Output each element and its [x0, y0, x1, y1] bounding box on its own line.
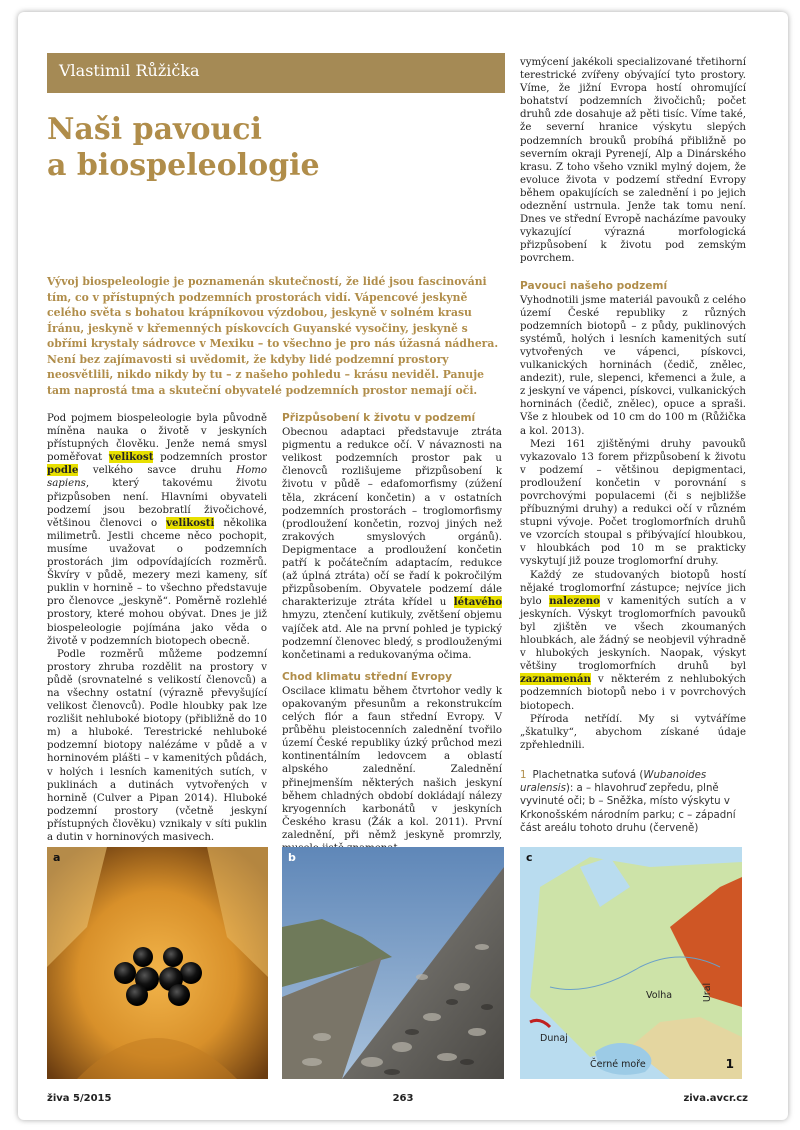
- figure-a-spider-photo: [47, 847, 268, 1079]
- figure-number: 1: [725, 1057, 734, 1071]
- figure-label: b: [288, 851, 296, 864]
- map-label-volha: Volha: [646, 990, 673, 1001]
- column-1: [47, 412, 267, 844]
- col1-paragraph-2: Podle rozměrů můžeme podzemní prostory zhruba rozdělit na prostory v půdě (srovnatelné s velikostí členovců) a na všechny ostatní (výrazně převyšující velikost členovců). Podle hloubky pak lze rozlišit nehluboké biotopy (přibližně do 10 m) a hluboké. Terestrické nehluboké podzemní biotopy nalézáme v půdě a v horninovém plášti – v kamenitých půdách, v holých i lesních kamenitých sutích, v puklinách a dutinách vytvořených v hornině (Culver a Pipan 2014). Hluboké podzemní prostory (včetně jeskyní přístupných člověku) vznikaly v síti puklin a dutin v horninových masivech.: [47, 648, 267, 843]
- lead-paragraph: Vývoj biospeleologie je poznamenán skutečností, že lidé jsou fascinováni tím, co v přístupných podzemních prostorách vidí. Vápencové jeskyně celého světa s bohatou krápníkovou výzdobou, jeskyně v solném krasu Íránu, jeskyně v křemenných pískovcích Guyanské vysočiny, jeskyně s obřími krystaly sádrovce v Mexiku – to všechno je pro nás úžasná nádhera. Není bez zajímavosti si uvědomit, že kdyby lidé podzemní prostory neosvětlili, nikdo nikdy by tu – z našeho pohledu – krásu neviděl. Panuje tam naprostá tma a skuteční obyvatelé podzemních prostor nemají oči.: [47, 275, 499, 397]
- author-bar: [47, 53, 505, 93]
- figure-label: a: [53, 851, 61, 864]
- figure-label: c: [526, 851, 533, 864]
- highlighted-word: podle: [47, 464, 79, 477]
- col3-paragraph-3: [520, 569, 746, 713]
- text: Pod pojmem biospeleologie byla původně míněna nauka o životě v jeskyních přístupných člověku. Jenže nemá smysl poměřovat: [47, 413, 267, 464]
- highlighted-word: zaznamenán: [520, 673, 591, 686]
- footer-website: ziva.avcr.cz: [683, 1093, 748, 1104]
- species-name: Homo sapiens: [47, 465, 267, 490]
- col3-paragraph-2: Mezi 161 zjištěnými druhy pavouků vykazovalo 13 forem přizpůsobení k životu v podzemí – většinou depigmentaci, prodloužení končetin v porovnání s povrchovými populacemi (či s nejbližše příbuznými druhy) a redukci očí v různém stupni vývoje. Počet troglomorfních druhů ve vzorcích stoupal s přibývající hloubkou, v hloubkách pod 10 m se prakticky vyskytují již pouze troglomorfní druhy.: [520, 438, 746, 568]
- species-name: Wubanoides uralensis: [520, 770, 707, 795]
- col1-paragraph-1: [47, 412, 267, 648]
- text: ): a – hlavohruď zepředu, plně vyvinuté oči; b – Sněžka, místo výskytu v Krkonošském národním parku; c – západní část areálu tohoto druhu (červeně): [520, 783, 736, 834]
- map-label-dunaj: Dunaj: [540, 1033, 568, 1044]
- rocky-slope-image: [282, 847, 504, 1079]
- section-heading: Přizpůsobení k životu v podzemí: [282, 412, 476, 424]
- column-3: [520, 56, 746, 752]
- text: , který takovému životu přizpůsoben není. Hlavními obyvateli podzemí jsou bezobratlí živočichové, většinou členovci o: [47, 478, 267, 529]
- col3-paragraph-4: Příroda netřídí. My si vytváříme „škatulky“, abychom získané údaje zpřehlednili.: [520, 713, 746, 751]
- article-title: [47, 112, 507, 184]
- text: Plachetnatka suťová (: [532, 770, 644, 781]
- col2-paragraph-1: [282, 426, 502, 662]
- footer-page-number: 263: [392, 1093, 414, 1104]
- title-line-2: a biospeleologie: [47, 148, 320, 183]
- col3-paragraph-1: Vyhodnotili jsme materiál pavouků z celého území České republiky z různých podzemních biotopů – z půdy, puklinových systémů, holých i lesních kamenitých sutí vytvořených ve vápenci, pískovci, vulkanických horninách (čedič, znělec, andezit), rule, slepenci, křemenci a žule, a z jeskyní ve vápenci, pískovci, vulkanických horninách (čedič, znělec), opuce a spraši. Vše z hloubek od 10 cm do 100 m (Růžička a kol. 2013).: [520, 294, 746, 437]
- column-2: [282, 412, 502, 855]
- text: Každý ze studovaných biotopů hostí nějaké troglomorfní zástupce; nejvíce jich bylo: [520, 569, 746, 607]
- highlighted-word: létavého: [453, 596, 502, 609]
- figure-b-mountain-photo: [282, 847, 504, 1079]
- highlighted-word: velikost: [108, 451, 154, 464]
- figure-c-distribution-map: [520, 847, 742, 1079]
- caption-number: 1: [520, 770, 527, 781]
- text: hmyzu, ztenčení kutikuly, zvětšení objemu vajíček atd. Ale na první pohled je typický podzemní členovec bledý, s prodlouženými končetinami a redukovanýma očima.: [282, 610, 503, 661]
- highlighted-word: velikosti: [166, 516, 215, 529]
- section-heading: Chod klimatu střední Evropy: [282, 670, 453, 683]
- section-heading: Pavouci našeho podzemí: [520, 279, 668, 292]
- page: [18, 12, 788, 1120]
- europe-map: [520, 847, 742, 1079]
- text: velkého savce druhu: [78, 465, 237, 477]
- col3-paragraph-0: vymýcení jakékoli specializované třetihorní terestrické zvířeny obývající tyto prostory. Víme, že jižní Evropa hostí ohromující bohatství podzemních živočichů; počet druhů zde dosahuje až pěti tisíc. Víme také, že severní hranice výskytu slepých podzemních brouků probíhá přibližně po severním okraji Pyrenejí, Alp a Dinárského krasu. Z toho všeho vznikl mylný dojem, že evoluce života v podzemí střední Evropy během opakujících se zalednění i po jejich odeznění ustrnula. Jenže tak tomu není. Dnes ve střední Evropě nacházíme pavouky vykazující výrazná morfologická přizpůsobení k životu pod zemským povrchem.: [520, 57, 746, 265]
- text: Obecnou adaptaci představuje ztráta pigmentu a redukce očí. V návaznosti na velikost podzemních prostor pak u členovců rozlišujeme přizpůsobení k životu v půdě – edafomorfismy (zúžení těla, zkrácení končetin) a v ostatních podzemních prostorách – troglomorfismy (prodloužení končetin, rozvoj jiných než zrakových smyslových orgánů). Depigmentace a prodloužení končetin patří k počátečním adaptacím, redukce (až úplná ztráta) očí se řadí k pokročilým přizpůsobením. Obyvatele podzemí dále charakterizuje ztráta křídel u: [282, 427, 502, 609]
- figure-caption: [520, 769, 746, 835]
- map-label-cerne-more: Černé moře: [590, 1059, 646, 1070]
- author-name: Vlastimil Růžička: [59, 61, 200, 80]
- footer-journal: živa 5/2015: [47, 1093, 112, 1104]
- highlighted-word: nalezeno: [549, 594, 600, 607]
- text: v některém z nehlubokých podzemních biotopů nebo i v povrchových biotopech.: [520, 674, 746, 712]
- spider-eyes-image: [47, 847, 268, 1079]
- title-line-1: Naši pavouci: [47, 112, 262, 147]
- col2-paragraph-2: Oscilace klimatu během čtvrtohor vedly k opakovaným přesunům a rekonstrukcím celých flór a faun střední Evropy. V průběhu pleistocenních zalednění tvořilo území České republiky úzký průchod mezi kontinentálním ledovcem a oblastí alpského zalednění. Zalednění přinejmenším některých našich jeskyní během chladných období dokládají nálezy kryogenních karbonátů v jeskyních Českého krasu (Žák a kol. 2011). První zalednění, při němž jeskyně promrzly,: [282, 685, 502, 841]
- text: podzemních prostor: [153, 452, 267, 464]
- text: v kamenitých sutích a v jeskyních. Výskyt troglomorfních pavouků byl zjištěn ve všech zkoumaných hloubkách, ale žádný se neobjevil výhradně v hlubokých jeskyních. Naopak, výskyt většiny troglomorfních druhů byl: [520, 595, 746, 673]
- map-label-ural: Ural: [702, 982, 714, 1003]
- text: několika milimetrů. Jestli chceme něco pochopit, musíme uvažovat o podzemních prostorách jim odpovídajících rozměrů. Škvíry v půdě, mezery mezi kameny, síť puklin v hornině – to všechno představuje pro členovce „jeskyně“. Poměrně rozlehlé prostory, které mohou obývat. Dnes je již biospeleologie pojímána jako věda o životě v podzemních biotopech obecně.: [47, 517, 267, 647]
